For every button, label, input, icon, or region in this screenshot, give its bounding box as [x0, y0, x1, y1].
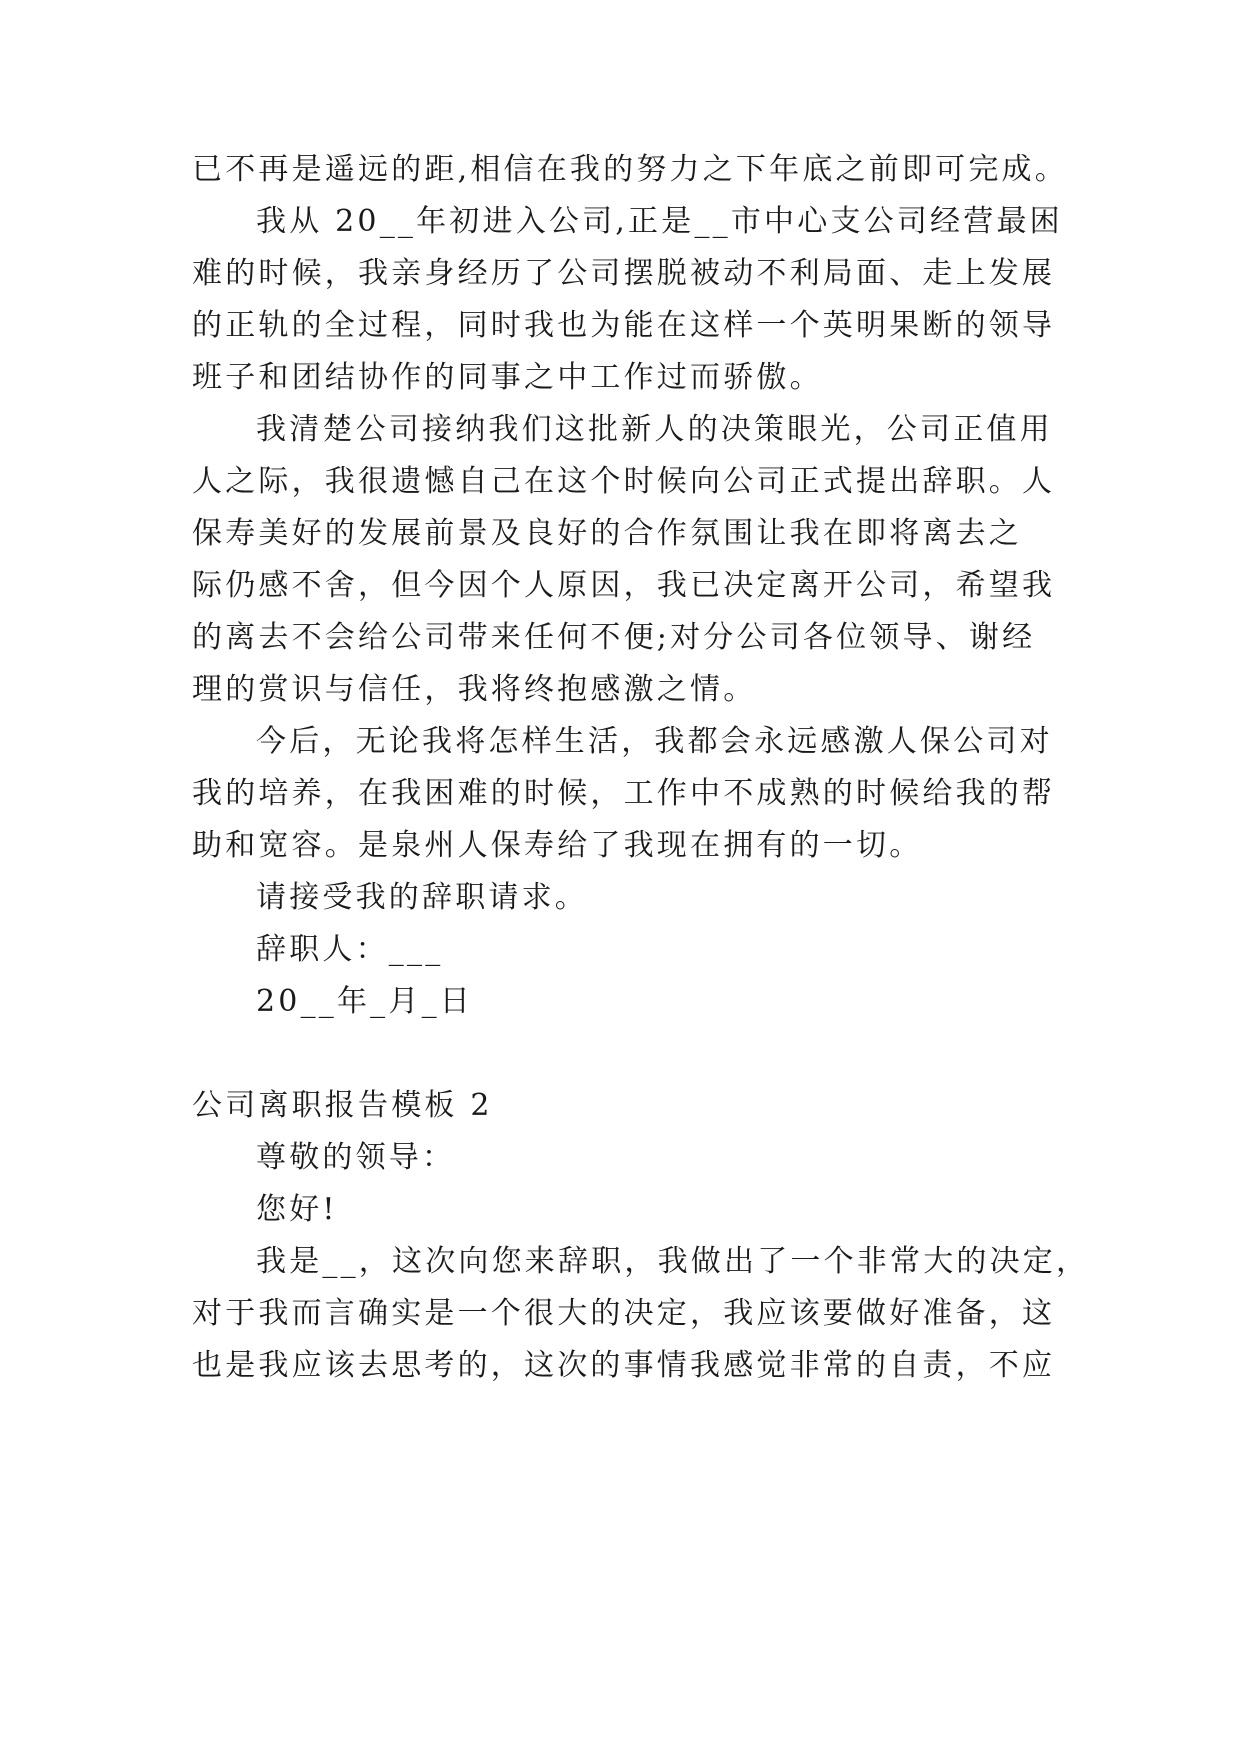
section-title: 公司离职报告模板 2 — [192, 1088, 493, 1123]
paragraph-line: 的离去不会给公司带来任何不便;对分公司各位领导、谢经 — [192, 620, 1036, 655]
paragraph-line: 人之际，我很遗憾自己在这个时候向公司正式提出辞职。人 — [192, 464, 1056, 499]
paragraph-line: 难的时候，我亲身经历了公司摆脱被动不利局面、走上发展 — [192, 256, 1056, 291]
paragraph-line: 的正轨的全过程，同时我也为能在这样一个英明果断的领导 — [192, 308, 1056, 343]
paragraph-line: 理的赏识与信任，我将终抱感激之情。 — [192, 672, 757, 707]
paragraph-line: 保寿美好的发展前景及良好的合作氛围让我在即将离去之 — [192, 516, 1022, 551]
greeting: 您好! — [256, 1192, 338, 1227]
date-line: 20__年_月_日 — [256, 984, 473, 1019]
salutation: 尊敬的领导： — [256, 1140, 456, 1175]
paragraph-line: 我清楚公司接纳我们这批新人的决策眼光，公司正值用 — [256, 412, 1053, 447]
paragraph-line: 今后，无论我将怎样生活，我都会永远感激人保公司对 — [256, 724, 1053, 759]
paragraph-line: 际仍感不舍，但今因个人原因，我已决定离开公司，希望我 — [192, 568, 1056, 603]
signature-line: 辞职人：___ — [256, 932, 444, 967]
paragraph-line: 请接受我的辞职请求。 — [256, 880, 588, 915]
paragraph-line: 助和宽容。是泉州人保寿给了我现在拥有的一切。 — [192, 828, 923, 863]
paragraph-line: 对于我而言确实是一个很大的决定，我应该要做好准备，这 — [192, 1296, 1056, 1331]
paragraph-line: 也是我应该去思考的，这次的事情我感觉非常的自责，不应 — [192, 1348, 1056, 1383]
paragraph-line: 我是__，这次向您来辞职，我做出了一个非常大的决定， — [256, 1244, 1090, 1279]
paragraph-line: 班子和团结协作的同事之中工作过而骄傲。 — [192, 360, 823, 395]
paragraph-line: 已不再是遥远的距,相信在我的努力之下年底之前即可完成。 — [192, 152, 1068, 187]
paragraph-line: 我从 20__年初进入公司,正是__市中心支公司经营最困 — [256, 204, 1063, 239]
paragraph-line: 我的培养，在我困难的时候，工作中不成熟的时候给我的帮 — [192, 776, 1056, 811]
